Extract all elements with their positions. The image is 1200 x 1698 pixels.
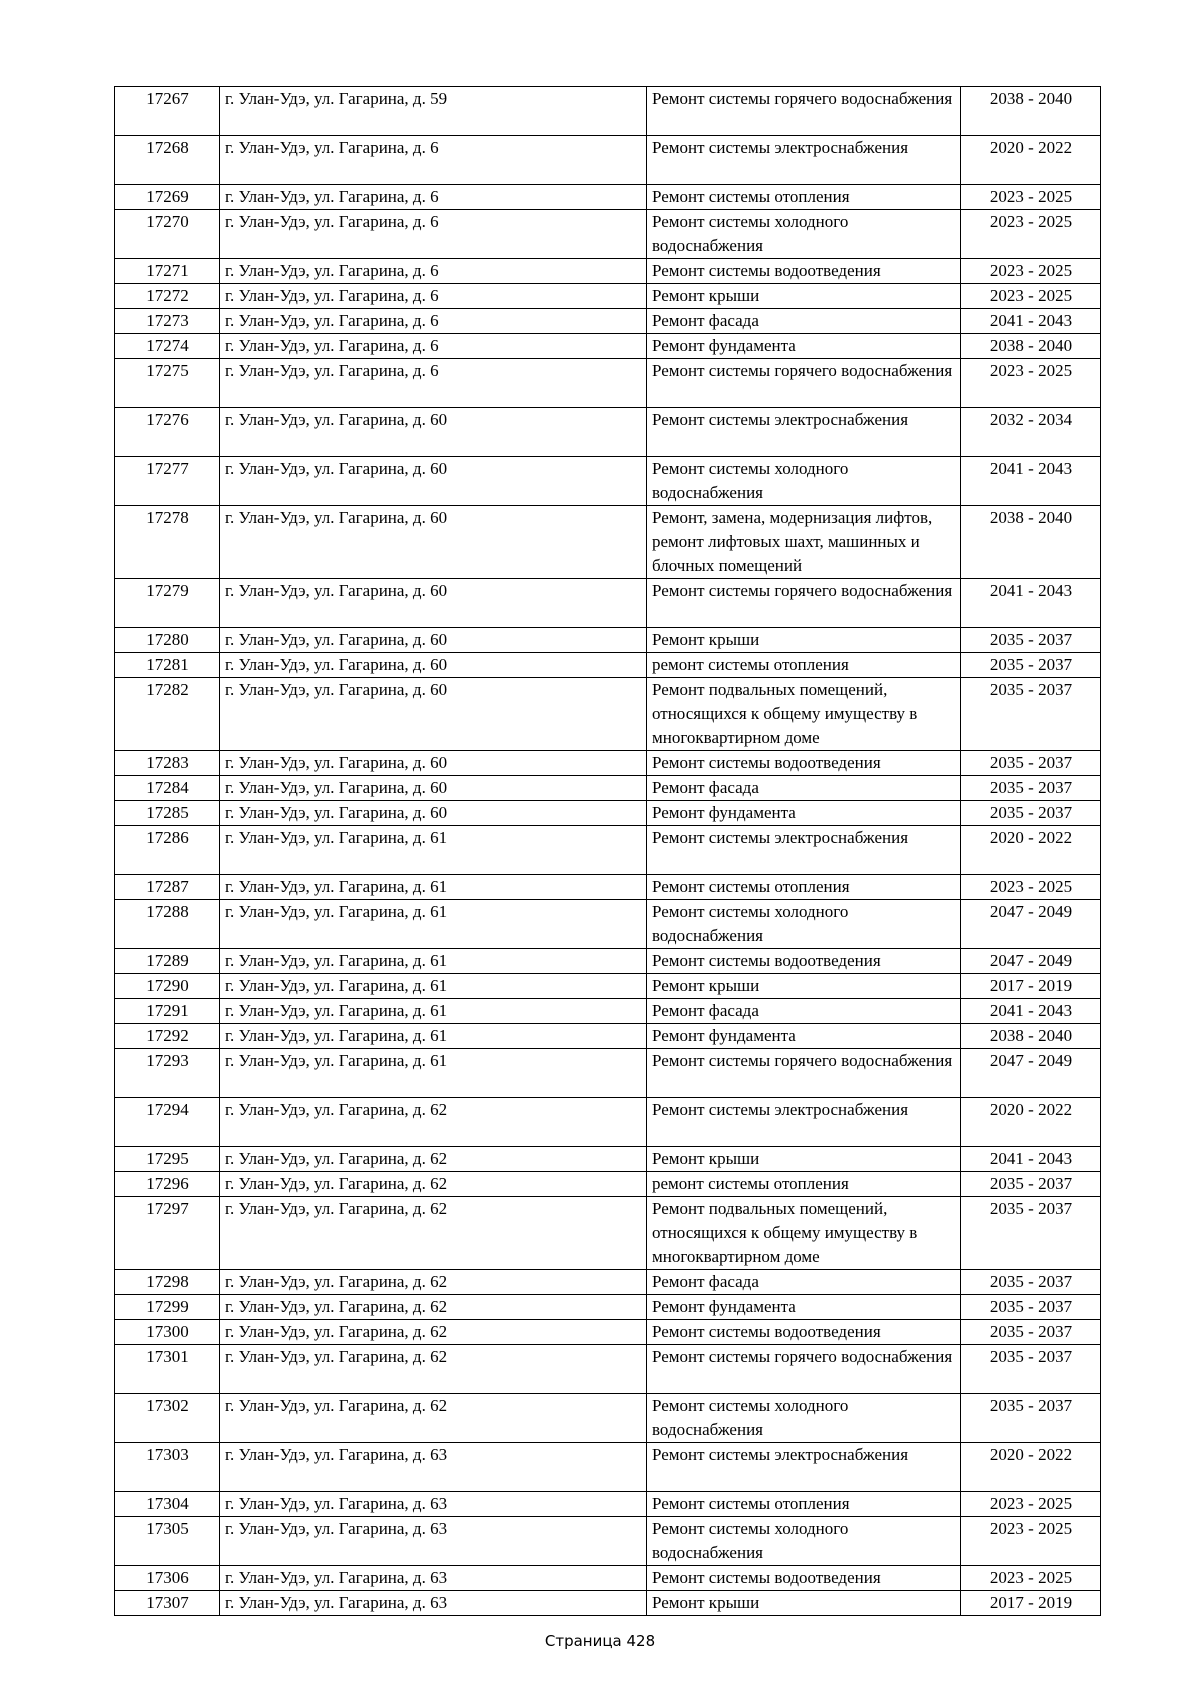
table-row (115, 1320, 1101, 1345)
row-number: 17274 (115, 334, 220, 359)
work-type-cell: Ремонт крыши (647, 1147, 961, 1172)
table-row (115, 259, 1101, 284)
address-cell: г. Улан-Удэ, ул. Гагарина, д. 63 (220, 1517, 647, 1566)
period-cell: 2023 - 2025 (961, 875, 1101, 900)
period-cell: 2047 - 2049 (961, 949, 1101, 974)
row-number: 17296 (115, 1172, 220, 1197)
address-cell: г. Улан-Удэ, ул. Гагарина, д. 60 (220, 506, 647, 579)
period-cell: 2038 - 2040 (961, 506, 1101, 579)
work-type-cell: Ремонт системы горячего водоснабжения (647, 87, 961, 136)
address-cell: г. Улан-Удэ, ул. Гагарина, д. 62 (220, 1394, 647, 1443)
work-type-cell: Ремонт системы горячего водоснабжения (647, 1345, 961, 1394)
period-cell: 2023 - 2025 (961, 259, 1101, 284)
work-type-cell: Ремонт системы электроснабжения (647, 826, 961, 875)
period-cell: 2035 - 2037 (961, 801, 1101, 826)
work-type-cell: Ремонт системы электроснабжения (647, 1098, 961, 1147)
table-row (115, 506, 1101, 579)
work-type-cell: Ремонт системы отопления (647, 1492, 961, 1517)
row-number: 17283 (115, 751, 220, 776)
work-type-cell: Ремонт фасада (647, 1270, 961, 1295)
row-number: 17279 (115, 579, 220, 628)
table-row (115, 1049, 1101, 1098)
work-type-cell: Ремонт системы холодного водоснабжения (647, 1394, 961, 1443)
row-number: 17276 (115, 408, 220, 457)
address-cell: г. Улан-Удэ, ул. Гагарина, д. 62 (220, 1147, 647, 1172)
period-cell: 2020 - 2022 (961, 826, 1101, 875)
row-number: 17301 (115, 1345, 220, 1394)
row-number: 17292 (115, 1024, 220, 1049)
address-cell: г. Улан-Удэ, ул. Гагарина, д. 60 (220, 408, 647, 457)
table-row (115, 628, 1101, 653)
period-cell: 2017 - 2019 (961, 1591, 1101, 1616)
period-cell: 2023 - 2025 (961, 185, 1101, 210)
table-row (115, 826, 1101, 875)
table-row (115, 974, 1101, 999)
work-type-cell: Ремонт подвальных помещений, относящихся к общему имуществу в многоквартирном доме (647, 678, 961, 751)
address-cell: г. Улан-Удэ, ул. Гагарина, д. 62 (220, 1270, 647, 1295)
table-body (115, 87, 1101, 1616)
period-cell: 2035 - 2037 (961, 1394, 1101, 1443)
address-cell: г. Улан-Удэ, ул. Гагарина, д. 60 (220, 653, 647, 678)
row-number: 17298 (115, 1270, 220, 1295)
address-cell: г. Улан-Удэ, ул. Гагарина, д. 62 (220, 1295, 647, 1320)
row-number: 17280 (115, 628, 220, 653)
address-cell: г. Улан-Удэ, ул. Гагарина, д. 63 (220, 1591, 647, 1616)
address-cell: г. Улан-Удэ, ул. Гагарина, д. 61 (220, 1024, 647, 1049)
work-type-cell: Ремонт подвальных помещений, относящихся к общему имуществу в многоквартирном доме (647, 1197, 961, 1270)
address-cell: г. Улан-Удэ, ул. Гагарина, д. 62 (220, 1172, 647, 1197)
period-cell: 2023 - 2025 (961, 359, 1101, 408)
row-number: 17271 (115, 259, 220, 284)
period-cell: 2032 - 2034 (961, 408, 1101, 457)
work-type-cell: Ремонт системы электроснабжения (647, 408, 961, 457)
address-cell: г. Улан-Удэ, ул. Гагарина, д. 62 (220, 1320, 647, 1345)
period-cell: 2038 - 2040 (961, 334, 1101, 359)
period-cell: 2041 - 2043 (961, 999, 1101, 1024)
period-cell: 2035 - 2037 (961, 1345, 1101, 1394)
address-cell: г. Улан-Удэ, ул. Гагарина, д. 6 (220, 359, 647, 408)
table-row (115, 875, 1101, 900)
table-row (115, 284, 1101, 309)
table-row (115, 210, 1101, 259)
table-row (115, 408, 1101, 457)
row-number: 17293 (115, 1049, 220, 1098)
address-cell: г. Улан-Удэ, ул. Гагарина, д. 61 (220, 1049, 647, 1098)
table-row (115, 1394, 1101, 1443)
work-type-cell: Ремонт системы водоотведения (647, 751, 961, 776)
row-number: 17278 (115, 506, 220, 579)
row-number: 17304 (115, 1492, 220, 1517)
table-row (115, 1295, 1101, 1320)
work-type-cell: Ремонт системы холодного водоснабжения (647, 900, 961, 949)
table-row (115, 359, 1101, 408)
address-cell: г. Улан-Удэ, ул. Гагарина, д. 62 (220, 1345, 647, 1394)
table-row (115, 1147, 1101, 1172)
table-row (115, 1270, 1101, 1295)
period-cell: 2035 - 2037 (961, 1270, 1101, 1295)
row-number: 17286 (115, 826, 220, 875)
address-cell: г. Улан-Удэ, ул. Гагарина, д. 60 (220, 457, 647, 506)
row-number: 17268 (115, 136, 220, 185)
period-cell: 2017 - 2019 (961, 974, 1101, 999)
work-type-cell: ремонт системы отопления (647, 1172, 961, 1197)
period-cell: 2035 - 2037 (961, 776, 1101, 801)
work-type-cell: Ремонт фасада (647, 776, 961, 801)
period-cell: 2041 - 2043 (961, 579, 1101, 628)
row-number: 17285 (115, 801, 220, 826)
work-type-cell: Ремонт системы горячего водоснабжения (647, 579, 961, 628)
work-type-cell: Ремонт, замена, модернизация лифтов, ремонт лифтовых шахт, машинных и блочных помещений (647, 506, 961, 579)
work-type-cell: Ремонт системы холодного водоснабжения (647, 210, 961, 259)
address-cell: г. Улан-Удэ, ул. Гагарина, д. 61 (220, 974, 647, 999)
row-number: 17275 (115, 359, 220, 408)
table-row (115, 1098, 1101, 1147)
address-cell: г. Улан-Удэ, ул. Гагарина, д. 6 (220, 210, 647, 259)
work-type-cell: Ремонт системы водоотведения (647, 949, 961, 974)
table-row (115, 776, 1101, 801)
row-number: 17289 (115, 949, 220, 974)
address-cell: г. Улан-Удэ, ул. Гагарина, д. 60 (220, 751, 647, 776)
work-type-cell: Ремонт крыши (647, 284, 961, 309)
period-cell: 2038 - 2040 (961, 1024, 1101, 1049)
work-type-cell: Ремонт системы водоотведения (647, 259, 961, 284)
work-type-cell: Ремонт системы водоотведения (647, 1320, 961, 1345)
period-cell: 2035 - 2037 (961, 1172, 1101, 1197)
page-number: Страница 428 (544, 1632, 656, 1650)
row-number: 17294 (115, 1098, 220, 1147)
table-row (115, 87, 1101, 136)
row-number: 17307 (115, 1591, 220, 1616)
table-row (115, 1197, 1101, 1270)
address-cell: г. Улан-Удэ, ул. Гагарина, д. 61 (220, 999, 647, 1024)
row-number: 17281 (115, 653, 220, 678)
table-row (115, 999, 1101, 1024)
table-row (115, 751, 1101, 776)
period-cell: 2041 - 2043 (961, 1147, 1101, 1172)
address-cell: г. Улан-Удэ, ул. Гагарина, д. 6 (220, 309, 647, 334)
table-row (115, 1492, 1101, 1517)
row-number: 17303 (115, 1443, 220, 1492)
table-row (115, 185, 1101, 210)
row-number: 17297 (115, 1197, 220, 1270)
address-cell: г. Улан-Удэ, ул. Гагарина, д. 61 (220, 949, 647, 974)
table-row (115, 1566, 1101, 1591)
work-type-cell: Ремонт системы электроснабжения (647, 1443, 961, 1492)
address-cell: г. Улан-Удэ, ул. Гагарина, д. 6 (220, 284, 647, 309)
address-cell: г. Улан-Удэ, ул. Гагарина, д. 60 (220, 801, 647, 826)
row-number: 17302 (115, 1394, 220, 1443)
row-number: 17299 (115, 1295, 220, 1320)
table-row (115, 1172, 1101, 1197)
row-number: 17300 (115, 1320, 220, 1345)
address-cell: г. Улан-Удэ, ул. Гагарина, д. 63 (220, 1492, 647, 1517)
row-number: 17295 (115, 1147, 220, 1172)
period-cell: 2035 - 2037 (961, 653, 1101, 678)
period-cell: 2035 - 2037 (961, 628, 1101, 653)
period-cell: 2035 - 2037 (961, 1320, 1101, 1345)
address-cell: г. Улан-Удэ, ул. Гагарина, д. 61 (220, 875, 647, 900)
table-row (115, 801, 1101, 826)
work-type-cell: Ремонт системы холодного водоснабжения (647, 457, 961, 506)
table-row (115, 334, 1101, 359)
period-cell: 2020 - 2022 (961, 1443, 1101, 1492)
address-cell: г. Улан-Удэ, ул. Гагарина, д. 60 (220, 579, 647, 628)
address-cell: г. Улан-Удэ, ул. Гагарина, д. 62 (220, 1098, 647, 1147)
row-number: 17269 (115, 185, 220, 210)
row-number: 17282 (115, 678, 220, 751)
work-type-cell: Ремонт фундамента (647, 801, 961, 826)
work-type-cell: Ремонт крыши (647, 1591, 961, 1616)
period-cell: 2047 - 2049 (961, 1049, 1101, 1098)
address-cell: г. Улан-Удэ, ул. Гагарина, д. 6 (220, 334, 647, 359)
table-row (115, 579, 1101, 628)
address-cell: г. Улан-Удэ, ул. Гагарина, д. 6 (220, 136, 647, 185)
table-row (115, 457, 1101, 506)
period-cell: 2035 - 2037 (961, 751, 1101, 776)
work-type-cell: Ремонт системы отопления (647, 185, 961, 210)
row-number: 17270 (115, 210, 220, 259)
address-cell: г. Улан-Удэ, ул. Гагарина, д. 6 (220, 185, 647, 210)
work-type-cell: Ремонт системы холодного водоснабжения (647, 1517, 961, 1566)
table-row (115, 309, 1101, 334)
work-type-cell: Ремонт фундамента (647, 334, 961, 359)
table-row (115, 1591, 1101, 1616)
address-cell: г. Улан-Удэ, ул. Гагарина, д. 60 (220, 678, 647, 751)
table-row (115, 1024, 1101, 1049)
period-cell: 2023 - 2025 (961, 210, 1101, 259)
address-cell: г. Улан-Удэ, ул. Гагарина, д. 62 (220, 1197, 647, 1270)
period-cell: 2035 - 2037 (961, 1295, 1101, 1320)
table-row (115, 136, 1101, 185)
address-cell: г. Улан-Удэ, ул. Гагарина, д. 61 (220, 900, 647, 949)
row-number: 17306 (115, 1566, 220, 1591)
work-type-cell: Ремонт системы отопления (647, 875, 961, 900)
period-cell: 2035 - 2037 (961, 1197, 1101, 1270)
address-cell: г. Улан-Удэ, ул. Гагарина, д. 59 (220, 87, 647, 136)
table-row (115, 1517, 1101, 1566)
address-cell: г. Улан-Удэ, ул. Гагарина, д. 6 (220, 259, 647, 284)
work-type-cell: Ремонт системы водоотведения (647, 1566, 961, 1591)
row-number: 17267 (115, 87, 220, 136)
table-row (115, 1443, 1101, 1492)
address-cell: г. Улан-Удэ, ул. Гагарина, д. 63 (220, 1443, 647, 1492)
row-number: 17277 (115, 457, 220, 506)
table-row (115, 1345, 1101, 1394)
address-cell: г. Улан-Удэ, ул. Гагарина, д. 60 (220, 776, 647, 801)
row-number: 17290 (115, 974, 220, 999)
repair-schedule-table (114, 86, 1101, 1616)
period-cell: 2020 - 2022 (961, 136, 1101, 185)
table-row (115, 900, 1101, 949)
address-cell: г. Улан-Удэ, ул. Гагарина, д. 61 (220, 826, 647, 875)
table-row (115, 949, 1101, 974)
period-cell: 2023 - 2025 (961, 1517, 1101, 1566)
work-type-cell: Ремонт крыши (647, 974, 961, 999)
period-cell: 2020 - 2022 (961, 1098, 1101, 1147)
period-cell: 2035 - 2037 (961, 678, 1101, 751)
work-type-cell: Ремонт фасада (647, 999, 961, 1024)
work-type-cell: Ремонт фасада (647, 309, 961, 334)
table-row (115, 653, 1101, 678)
period-cell: 2023 - 2025 (961, 1566, 1101, 1591)
row-number: 17305 (115, 1517, 220, 1566)
address-cell: г. Улан-Удэ, ул. Гагарина, д. 60 (220, 628, 647, 653)
work-type-cell: Ремонт системы электроснабжения (647, 136, 961, 185)
period-cell: 2038 - 2040 (961, 87, 1101, 136)
table-row (115, 678, 1101, 751)
period-cell: 2047 - 2049 (961, 900, 1101, 949)
row-number: 17291 (115, 999, 220, 1024)
work-type-cell: Ремонт фундамента (647, 1295, 961, 1320)
work-type-cell: Ремонт системы горячего водоснабжения (647, 359, 961, 408)
work-type-cell: Ремонт фундамента (647, 1024, 961, 1049)
work-type-cell: Ремонт системы горячего водоснабжения (647, 1049, 961, 1098)
row-number: 17272 (115, 284, 220, 309)
row-number: 17284 (115, 776, 220, 801)
period-cell: 2041 - 2043 (961, 457, 1101, 506)
address-cell: г. Улан-Удэ, ул. Гагарина, д. 63 (220, 1566, 647, 1591)
work-type-cell: ремонт системы отопления (647, 653, 961, 678)
period-cell: 2041 - 2043 (961, 309, 1101, 334)
period-cell: 2023 - 2025 (961, 1492, 1101, 1517)
period-cell: 2023 - 2025 (961, 284, 1101, 309)
row-number: 17287 (115, 875, 220, 900)
row-number: 17273 (115, 309, 220, 334)
work-type-cell: Ремонт крыши (647, 628, 961, 653)
row-number: 17288 (115, 900, 220, 949)
